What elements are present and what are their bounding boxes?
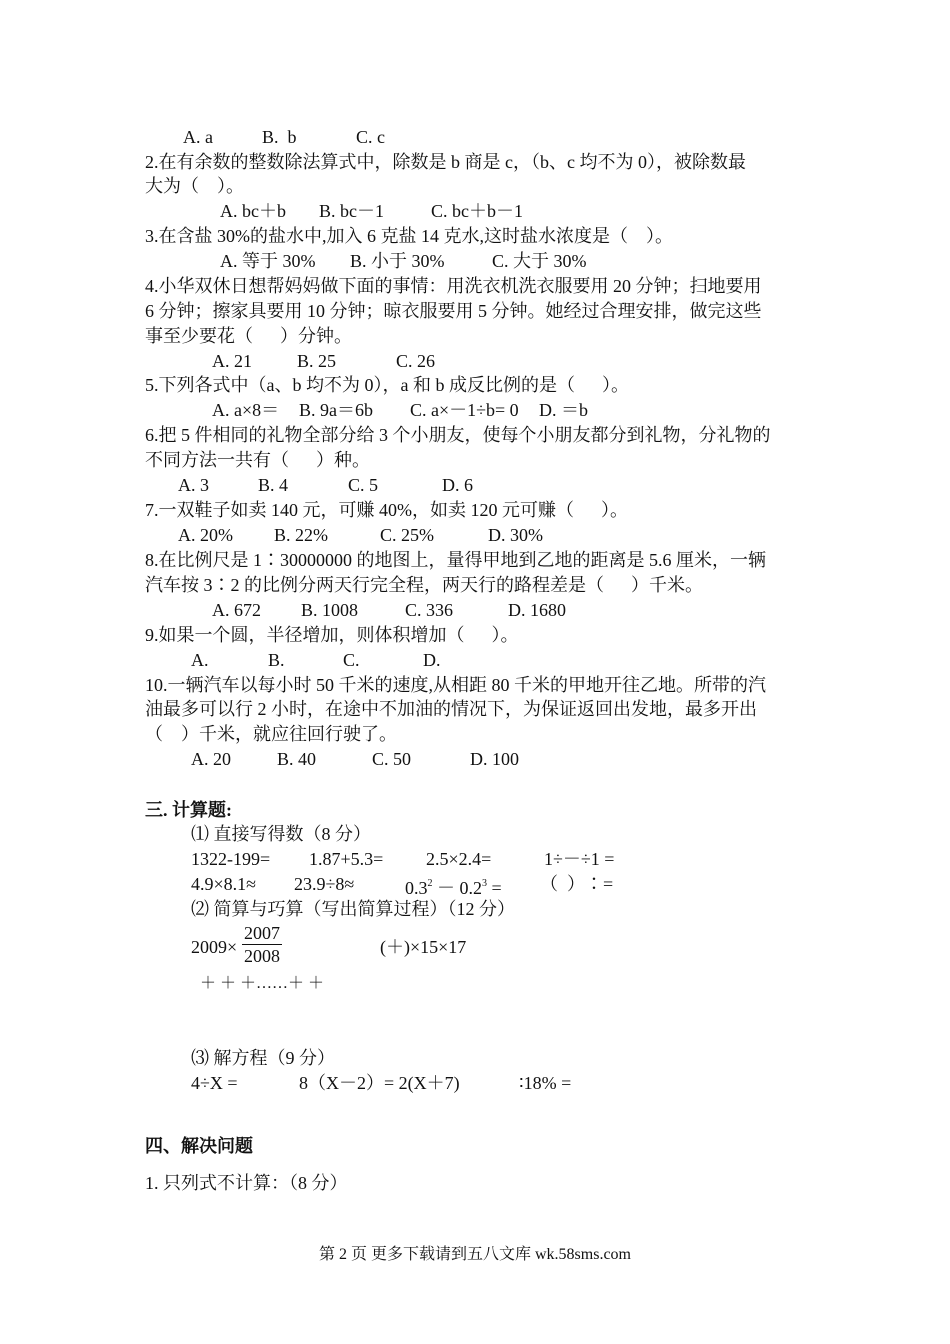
q4-line3: 事至少要花（ ）分钟。 — [145, 326, 352, 346]
q7-option-d: D. 30% — [488, 525, 543, 545]
q1-option-a: A. a — [183, 127, 213, 147]
q4-line1: 4.小华双休日想帮妈妈做下面的事情：用洗衣机洗衣服要用 20 分钟；扫地要用 — [145, 276, 762, 296]
q5-option-a: A. a×8＝ — [212, 400, 280, 420]
q4-line2: 6 分钟；擦家具要用 10 分钟；晾衣服要用 5 分钟。她经过合理安排，做完这些 — [145, 301, 762, 321]
q7-option-a: A. 20% — [178, 525, 233, 545]
q6-option-a: A. 3 — [178, 475, 209, 495]
q9-line1: 9.如果一个圆，半径增加，则体积增加（ ）。 — [145, 625, 519, 645]
calc-item-2: 1.87+5.3= — [309, 849, 384, 869]
q9-option-c: C. — [343, 650, 360, 670]
q1-option-c: C. c — [356, 127, 385, 147]
q2-option-c: C. bc＋b－1 — [431, 201, 523, 221]
simplify-expr1-fraction — [242, 922, 282, 967]
section4-q1: 1. 只列式不计算：（8 分） — [145, 1173, 348, 1193]
calc-item-3: 2.5×2.4= — [426, 849, 492, 869]
q10-line3: （ ）千米，就应往回行驶了。 — [145, 724, 397, 744]
q8-line1: 8.在比例尺是 1∶30000000 的地图上，量得甲地到乙地的距离是 5.6 厘米，一辆 — [145, 550, 766, 570]
q5-line1: 5.下列各式中（a、b 均不为 0），a 和 b 成反比例的是（ ）。 — [145, 375, 629, 395]
q6-option-d: D. 6 — [442, 475, 473, 495]
section4-title: 四、解决问题 — [145, 1136, 253, 1156]
q3-option-a: A. 等于 30% — [220, 251, 316, 271]
q10-option-a: A. 20 — [191, 749, 231, 769]
q6-line1: 6.把 5 件相同的礼物全部分给 3 个小朋友，使每个小朋友都分到礼物，分礼物的 — [145, 425, 771, 445]
q6-option-c: C. 5 — [348, 475, 379, 495]
q7-option-c: C. 25% — [380, 525, 434, 545]
calc-item-4: 1÷－÷1 = — [544, 849, 615, 869]
q2-line1: 2.在有余数的整数除法算式中，除数是 b 商是 c，（b、c 均不为 0），被除数最 — [145, 152, 746, 172]
q10-line1: 10.一辆汽车以每小时 50 千米的速度,从相距 80 千米的甲地开往乙地。所带的汽 — [145, 675, 766, 695]
q2-line2: 大为（ ）。 — [145, 176, 244, 196]
q9-option-d: D. — [423, 650, 441, 670]
q9-option-a: A. — [191, 650, 209, 670]
q5-option-b: B. 9a＝6b — [299, 400, 373, 420]
q4-option-c: C. 26 — [396, 351, 436, 371]
q4-option-b: B. 25 — [297, 351, 337, 371]
q5-option-d: D. ＝b — [539, 400, 588, 420]
q3-option-c: C. 大于 30% — [492, 251, 587, 271]
q6-line2: 不同方法一共有（ ）种。 — [145, 450, 370, 470]
section3-part3-title: ⑶ 解方程（9 分） — [191, 1048, 335, 1068]
simplify-expr1-prefix: 2009× — [191, 937, 238, 957]
q8-option-c: C. 336 — [405, 600, 454, 620]
q7-line1: 7.一双鞋子如卖 140 元，可赚 40%，如卖 120 元可赚（ ）。 — [145, 500, 628, 520]
calc-item-5: 4.9×8.1≈ — [191, 874, 257, 894]
page-footer: 第 2 页 更多下载请到五八文库 wk.58sms.com — [318, 1246, 631, 1263]
q4-option-a: A. 21 — [212, 351, 252, 371]
simplify-expr3: ＋ ＋ ＋……＋ ＋ — [200, 975, 325, 992]
simplify-expr2: (＋)×15×17 — [380, 937, 467, 957]
q5-option-c: C. a×－1÷b= 0 — [410, 400, 519, 420]
q8-option-a: A. 672 — [212, 600, 261, 620]
calc-item-8: （ ）∶= — [540, 874, 614, 894]
calc-item-6: 23.9÷8≈ — [294, 874, 355, 894]
q10-option-c: C. 50 — [372, 749, 412, 769]
section3-part2-title: ⑵ 简算与巧算（写出简算过程）（12 分） — [191, 899, 515, 919]
q9-option-b: B. — [268, 650, 285, 670]
equation-2: 8（X－2）= 2(X＋7) — [299, 1073, 460, 1093]
fraction-denominator: 2008 — [244, 946, 280, 966]
calc-item-7: $0.3^2 - 0.2^3$ = — [405, 878, 502, 898]
q8-option-d: D. 1680 — [508, 600, 566, 620]
equation-3: ∶18% = — [519, 1073, 572, 1093]
q2-option-a: A. bc＋b — [220, 201, 286, 221]
q7-option-b: B. 22% — [274, 525, 328, 545]
equation-1: 4÷X = — [191, 1073, 238, 1093]
calc-item-1: 1322-199= — [191, 849, 271, 869]
q10-option-d: D. 100 — [470, 749, 519, 769]
q10-line2: 油最多可以行 2 小时，在途中不加油的情况下，为保证返回出发地，最多开出 — [145, 699, 757, 719]
q10-option-b: B. 40 — [277, 749, 317, 769]
q3-option-b: B. 小于 30% — [350, 251, 445, 271]
section3-title: 三. 计算题: — [145, 800, 232, 820]
q2-option-b: B. bc－1 — [319, 201, 384, 221]
q3-line1: 3.在含盐 30%的盐水中,加入 6 克盐 14 克水,这时盐水浓度是（ ）。 — [145, 226, 673, 246]
q8-option-b: B. 1008 — [301, 600, 359, 620]
section3-part1-title: ⑴ 直接写得数（8 分） — [191, 824, 371, 844]
fraction-numerator: 2007 — [244, 923, 280, 943]
q1-option-b: B. b — [262, 127, 297, 147]
q6-option-b: B. 4 — [258, 475, 289, 495]
q8-line2: 汽车按 3∶2 的比例分两天行完全程，两天行的路程差是（ ）千米。 — [145, 575, 703, 595]
